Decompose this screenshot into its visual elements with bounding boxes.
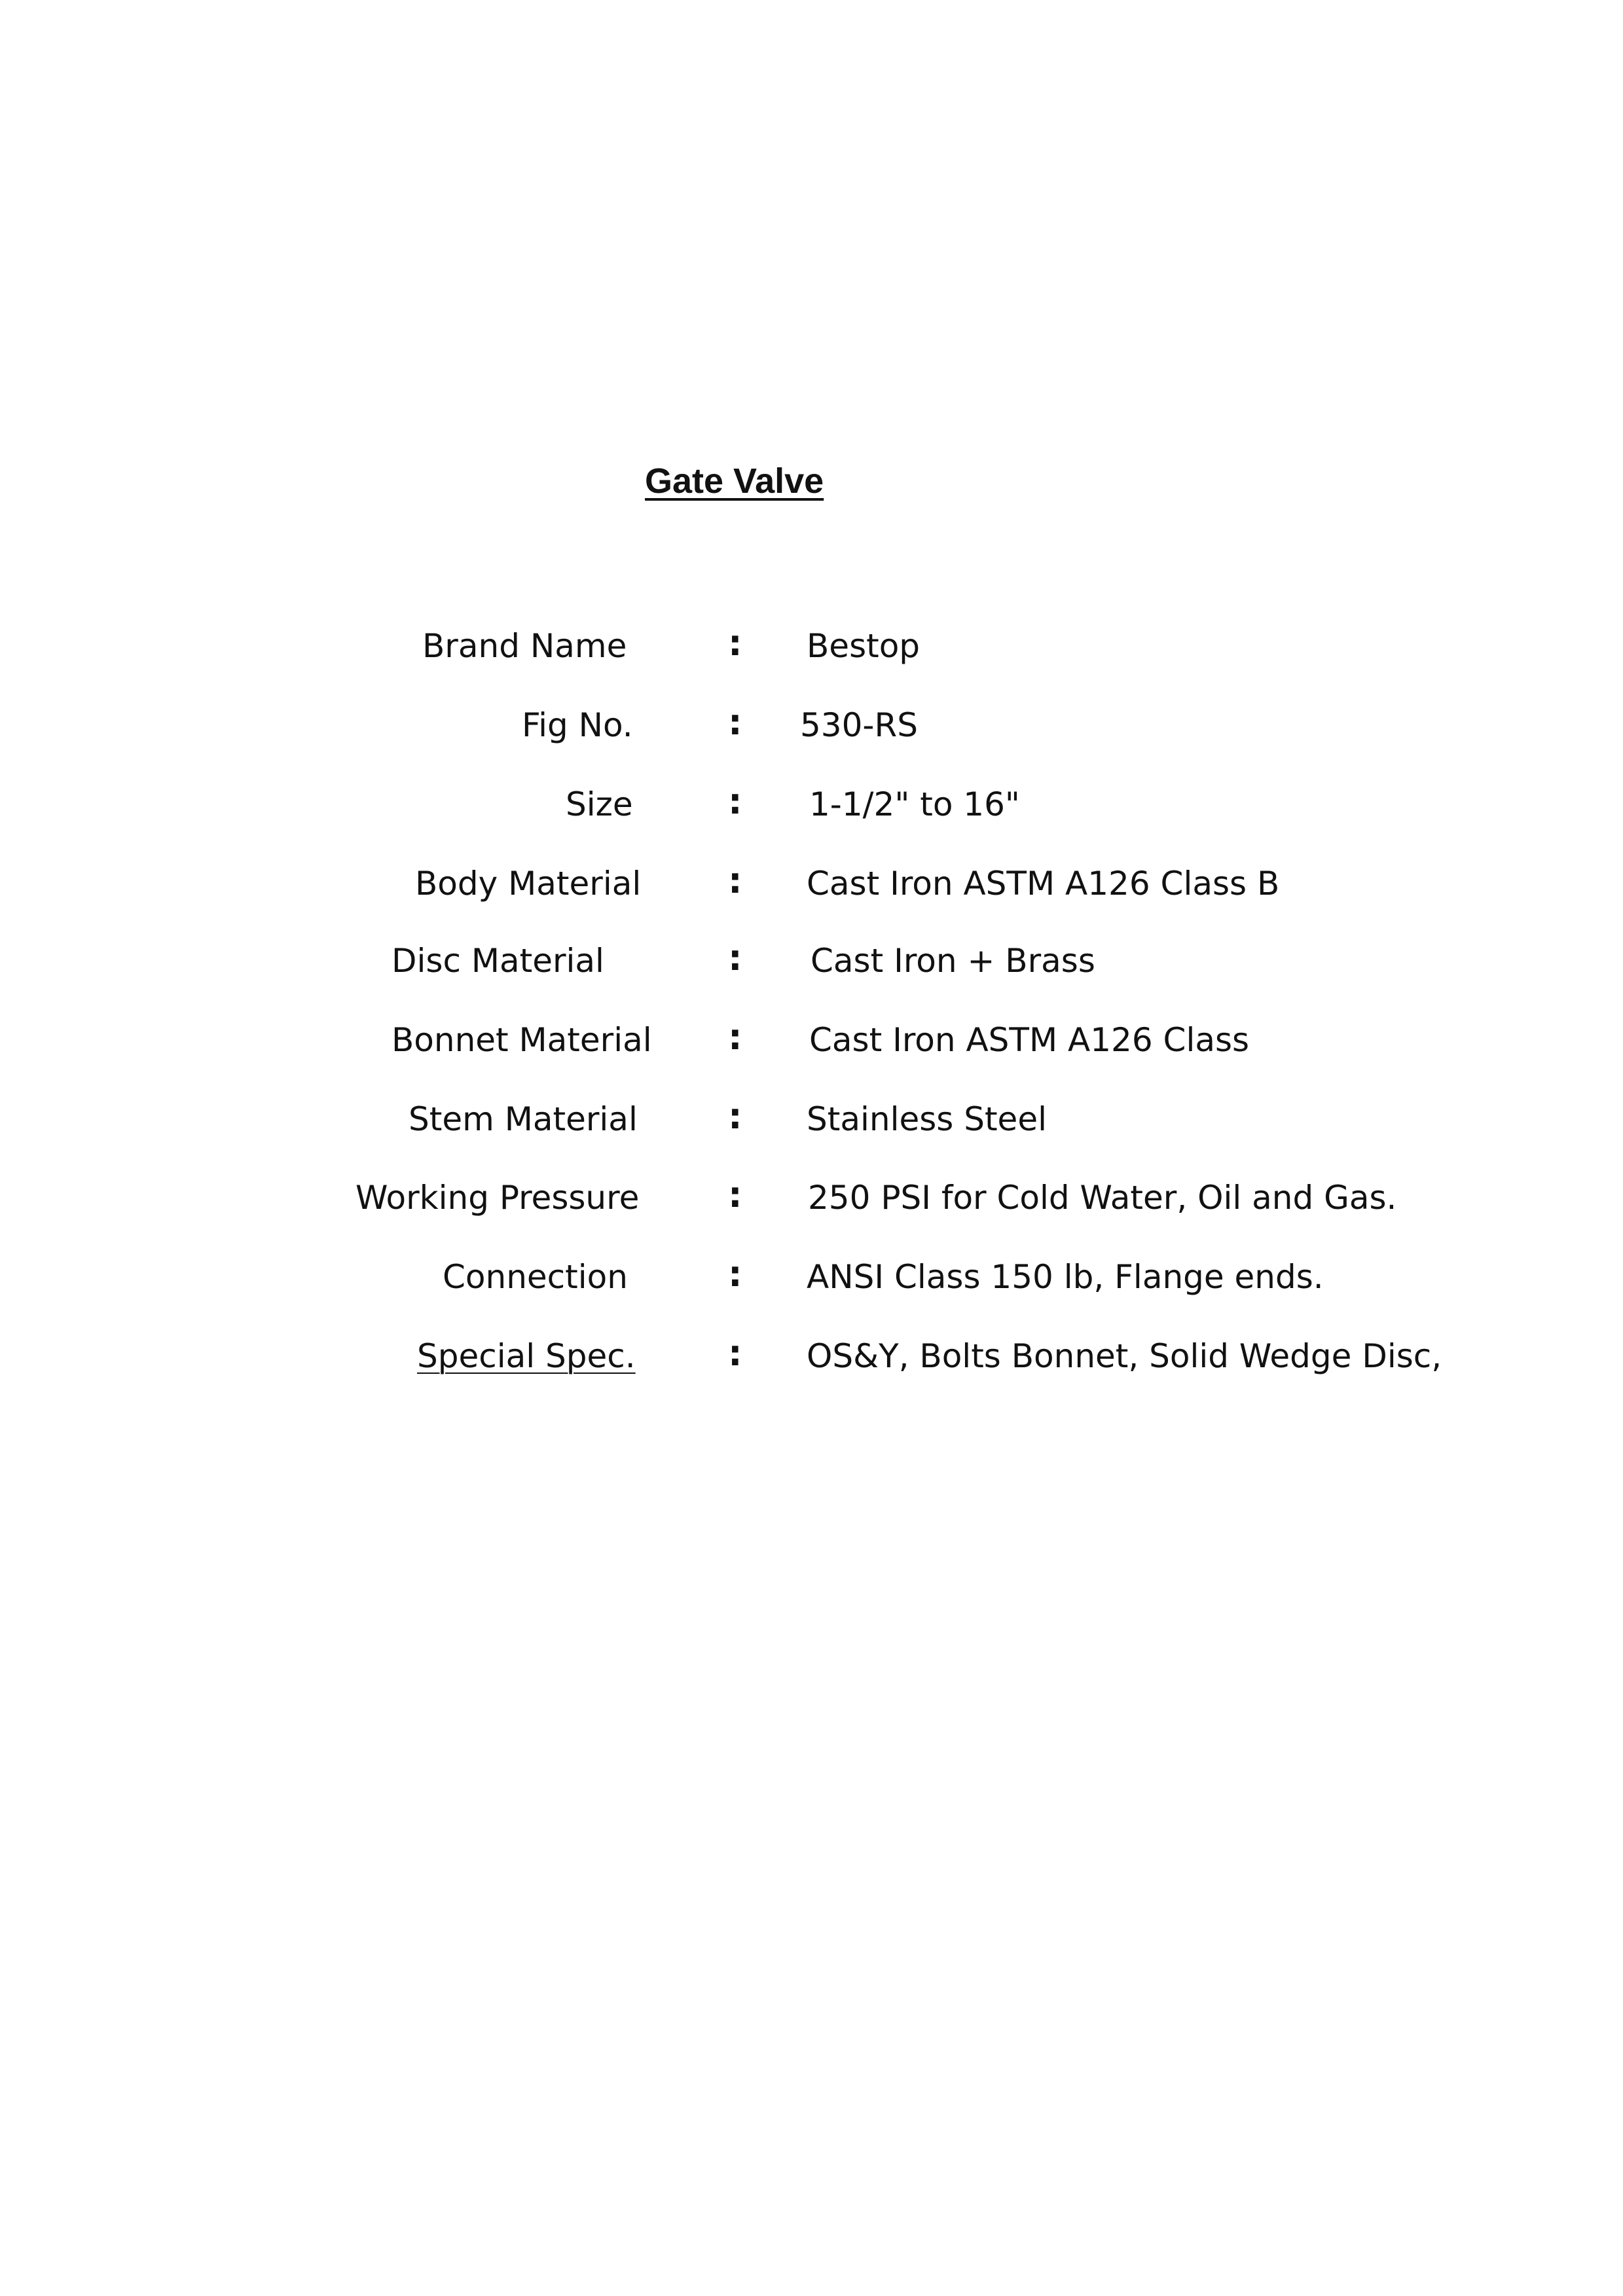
spec-row-body-material	[0, 857, 1623, 910]
spec-separator: :	[728, 860, 742, 901]
spec-separator: :	[728, 1333, 742, 1374]
spec-row-special-spec	[0, 1330, 1623, 1382]
spec-row-brand-name	[0, 620, 1623, 672]
spec-row-connection	[0, 1251, 1623, 1303]
spec-value: 1-1/2" to 16"	[809, 785, 1020, 823]
spec-separator: :	[728, 702, 742, 743]
spec-separator: :	[728, 937, 742, 978]
spec-label: Disc Material	[392, 942, 604, 980]
spec-row-disc-material	[0, 935, 1623, 987]
spec-row-bonnet-material	[0, 1014, 1623, 1066]
spec-value: Stainless Steel	[807, 1100, 1047, 1138]
spec-value: Cast Iron + Brass	[811, 942, 1095, 980]
spec-value: Cast Iron ASTM A126 Class	[809, 1021, 1250, 1059]
spec-value: 250 PSI for Cold Water, Oil and Gas.	[808, 1179, 1397, 1217]
spec-value: Bestop	[807, 627, 921, 665]
spec-row-size	[0, 778, 1623, 831]
spec-value: ANSI Class 150 lb, Flange ends.	[807, 1258, 1324, 1296]
spec-separator: :	[728, 1174, 742, 1215]
spec-separator: :	[728, 781, 742, 822]
spec-label: Special Spec.	[417, 1337, 636, 1375]
spec-separator: :	[728, 622, 742, 664]
spec-row-stem-material	[0, 1093, 1623, 1145]
spec-separator: :	[728, 1016, 742, 1058]
spec-value: Cast Iron ASTM A126 Class B	[807, 865, 1280, 903]
spec-label: Body Material	[415, 865, 642, 903]
spec-label: Working Pressure	[356, 1179, 640, 1217]
spec-row-working-pressure	[0, 1172, 1623, 1224]
spec-label: Brand Name	[422, 627, 627, 665]
spec-row-fig-no	[0, 699, 1623, 751]
spec-label: Bonnet Material	[392, 1021, 652, 1059]
spec-value: OS&Y, Bolts Bonnet, Solid Wedge Disc,	[807, 1337, 1442, 1375]
spec-label: Connection	[443, 1258, 628, 1296]
spec-label: Size	[566, 785, 633, 823]
spec-value: 530-RS	[800, 706, 918, 744]
spec-label: Stem Material	[409, 1100, 638, 1138]
spec-label: Fig No.	[522, 706, 633, 744]
page-title: Gate Valve	[645, 461, 824, 501]
spec-separator: :	[728, 1253, 742, 1295]
spec-separator: :	[728, 1096, 742, 1137]
